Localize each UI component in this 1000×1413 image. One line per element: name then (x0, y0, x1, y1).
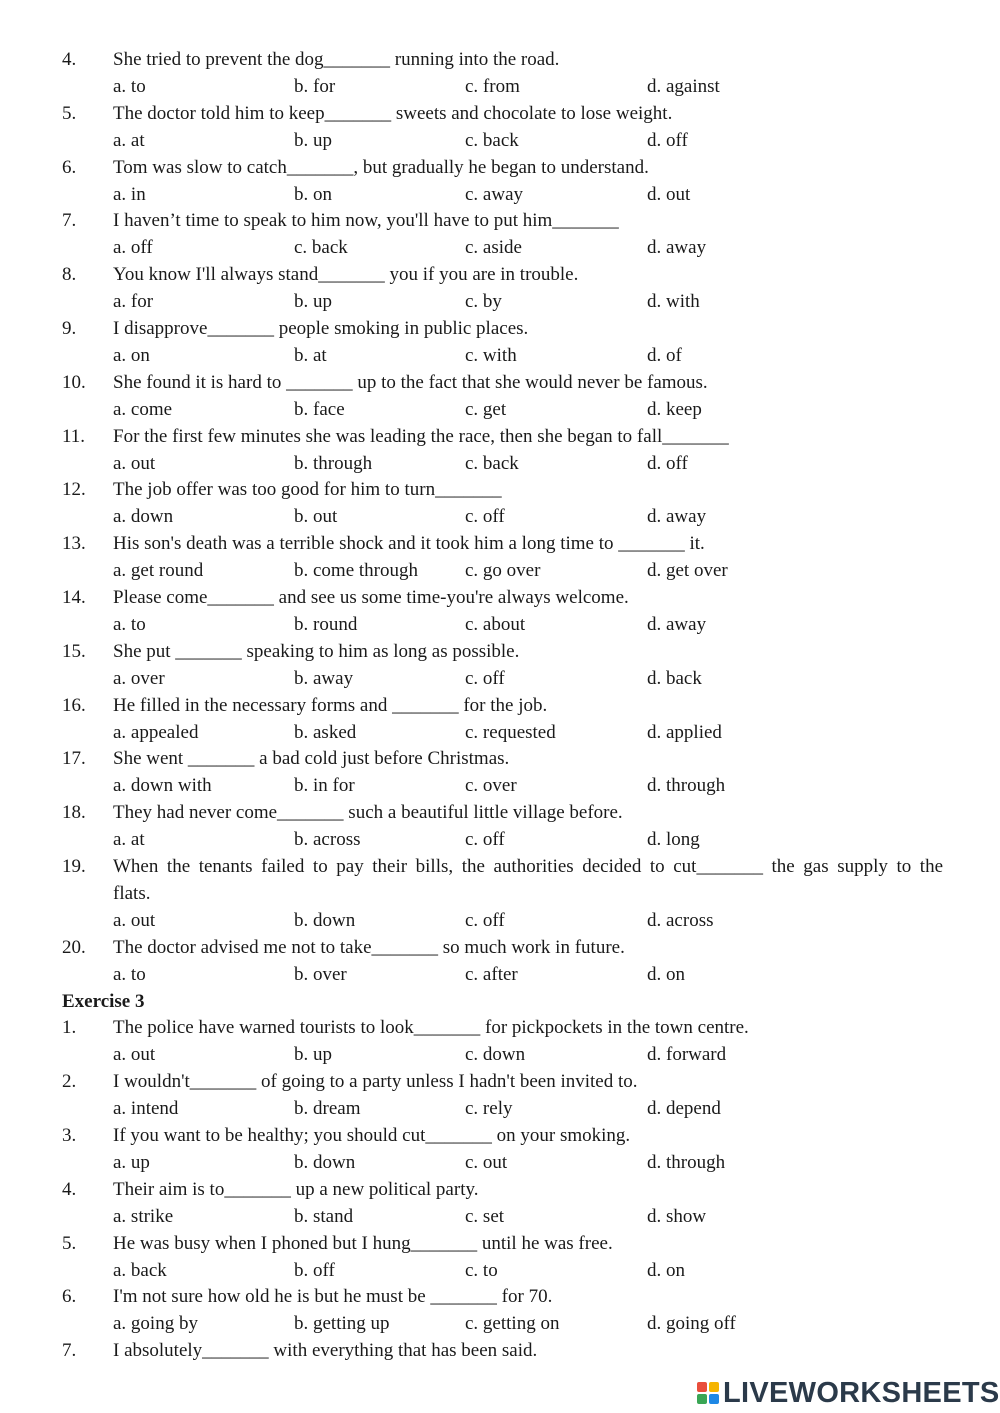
question-row (0, 424, 1000, 450)
question-row (0, 1338, 1000, 1364)
section-heading-row (0, 989, 1000, 1015)
answer-option: d. going off (647, 1313, 736, 1335)
options-row (0, 74, 1000, 100)
answer-option: d. across (647, 909, 714, 931)
answer-option: d. of (647, 344, 682, 366)
answer-option: d. on (647, 963, 685, 985)
answer-option: b. away (294, 667, 354, 689)
options-row (0, 504, 1000, 530)
question-number: 5. (62, 1232, 77, 1254)
answer-option: c. back (465, 452, 519, 474)
options-row (0, 128, 1000, 154)
question-continuation-row (0, 881, 1000, 907)
question-row (0, 1123, 1000, 1149)
answer-option: a. at (113, 829, 145, 851)
options-row (0, 908, 1000, 934)
answer-option: b. face (294, 398, 345, 420)
question-text: Please come_______ and see us some time-you're always welcome. (113, 587, 629, 608)
question-number: 2. (62, 1071, 77, 1093)
question-number: 13. (62, 533, 86, 555)
question-row (0, 585, 1000, 611)
options-row (0, 962, 1000, 988)
options-row (0, 397, 1000, 423)
answer-option: c. back (465, 129, 519, 151)
answer-option: a. over (113, 667, 165, 689)
question-row (0, 531, 1000, 557)
question-text: He filled in the necessary forms and _______ for the job. (113, 694, 548, 716)
question-text: I wouldn't_______ of going to a party unless I hadn't been invited to. (113, 1071, 638, 1093)
answer-option: b. round (294, 613, 358, 635)
options-row (0, 1042, 1000, 1068)
answer-option: c. get (465, 398, 507, 420)
options-row (0, 1204, 1000, 1230)
question-row (0, 477, 1000, 503)
answer-option: c. off (465, 506, 505, 528)
question-text: You know I'll always stand_______ you if you are in trouble. (113, 264, 579, 286)
options-row (0, 289, 1000, 315)
question-number: 6. (62, 156, 77, 178)
answer-option: a. down (113, 506, 174, 528)
answer-option: c. off (465, 667, 505, 689)
question-row (0, 854, 1000, 880)
answer-option: d. show (647, 1205, 707, 1227)
answer-option: d. off (647, 129, 688, 151)
question-row (0, 1069, 1000, 1095)
answer-option: d. away (647, 613, 707, 635)
question-row (0, 935, 1000, 961)
answer-option: a. out (113, 452, 156, 474)
question-text: The doctor advised me not to take_______ so much work in future. (113, 936, 625, 958)
exercise-heading: Exercise 3 (62, 990, 145, 1012)
options-row (0, 451, 1000, 477)
question-number: 14. (62, 587, 86, 608)
answer-option: a. going by (113, 1313, 198, 1335)
answer-option: c. off (465, 909, 505, 931)
options-row (0, 1150, 1000, 1176)
answer-option: b. across (294, 829, 361, 851)
answer-option: b. up (294, 1044, 332, 1066)
question-text: The police have warned tourists to look_______ for pickpockets in the town centre. (113, 1017, 749, 1039)
question-number: 4. (62, 49, 77, 70)
answer-option: a. off (113, 237, 153, 259)
answer-option: b. asked (294, 721, 357, 743)
question-number: 20. (62, 936, 86, 958)
answer-option: a. appealed (113, 721, 199, 743)
question-row (0, 262, 1000, 288)
question-text: I haven’t time to speak to him now, you'll have to put him_______ (113, 210, 619, 232)
answer-option: c. requested (465, 721, 556, 743)
answer-option: a. up (113, 1151, 150, 1173)
options-row (0, 612, 1000, 638)
question-text: When the tenants failed to pay their bills, the authorities decided to cut_______ the gas supply to the (113, 856, 943, 877)
question-text: The doctor told him to keep_______ sweets and chocolate to lose weight. (113, 102, 673, 124)
logo-mark-icon (697, 1382, 719, 1404)
question-text: For the first few minutes she was leading the race, then she began to fall_______ (113, 425, 729, 447)
question-text: I disapprove_______ people smoking in public places. (113, 318, 529, 339)
question-text: They had never come_______ such a beautiful little village before. (113, 802, 623, 824)
question-number: 16. (62, 694, 86, 716)
answer-option: d. against (647, 75, 720, 97)
answer-option: d. with (647, 291, 700, 313)
options-row (0, 773, 1000, 799)
answer-option: a. back (113, 1259, 167, 1281)
question-text: His son's death was a terrible shock and it took him a long time to _______ it. (113, 533, 705, 555)
question-row (0, 746, 1000, 772)
answer-option: c. about (465, 613, 526, 635)
question-row (0, 800, 1000, 826)
answer-option: d. depend (647, 1098, 721, 1120)
question-row (0, 1015, 1000, 1041)
question-number: 18. (62, 802, 86, 824)
question-number: 1. (62, 1017, 77, 1039)
question-number: 7. (62, 1340, 77, 1362)
answer-option: a. intend (113, 1098, 179, 1120)
question-number: 4. (62, 1178, 77, 1200)
answer-option: d. off (647, 452, 688, 474)
question-number: 11. (62, 425, 86, 447)
question-text: The job offer was too good for him to turn_______ (113, 479, 502, 501)
answer-option: a. in (113, 183, 146, 205)
answer-option: a. to (113, 613, 146, 635)
options-row (0, 1311, 1000, 1337)
question-text: He was busy when I phoned but I hung_______ until he was free. (113, 1232, 613, 1254)
answer-option: a. at (113, 129, 145, 151)
question-number: 17. (62, 748, 86, 770)
question-row (0, 47, 1000, 73)
answer-option: b. off (294, 1259, 335, 1281)
question-number: 19. (62, 856, 86, 877)
answer-option: d. away (647, 237, 707, 259)
question-row (0, 639, 1000, 665)
answer-option: b. up (294, 129, 332, 151)
question-row (0, 316, 1000, 342)
answer-option: d. keep (647, 398, 702, 420)
answer-option: c. off (465, 829, 505, 851)
answer-option: b. over (294, 963, 347, 985)
answer-option: b. up (294, 291, 332, 313)
question-text: She tried to prevent the dog_______ running into the road. (113, 49, 560, 70)
answer-option: a. get round (113, 560, 204, 582)
question-text: She went _______ a bad cold just before Christmas. (113, 748, 510, 770)
question-row (0, 370, 1000, 396)
question-text: She found it is hard to _______ up to the fact that she would never be famous. (113, 371, 708, 393)
question-number: 7. (62, 210, 77, 232)
answer-option: a. on (113, 344, 150, 366)
question-text: I'm not sure how old he is but he must be _______ for 70. (113, 1286, 553, 1308)
answer-option: b. stand (294, 1205, 354, 1227)
options-row (0, 182, 1000, 208)
options-row (0, 1096, 1000, 1122)
answer-option: c. set (465, 1205, 505, 1227)
answer-option: b. out (294, 506, 338, 528)
options-row (0, 720, 1000, 746)
answer-option: d. on (647, 1259, 685, 1281)
answer-option: c. by (465, 291, 502, 313)
answer-option: c. aside (465, 237, 522, 259)
question-row (0, 693, 1000, 719)
answer-option: d. through (647, 775, 726, 797)
options-row (0, 827, 1000, 853)
answer-option: b. on (294, 183, 332, 205)
question-number: 15. (62, 640, 86, 662)
answer-option: c. with (465, 344, 517, 366)
answer-option: d. long (647, 829, 700, 851)
question-text: I absolutely_______ with everything that has been said. (113, 1340, 538, 1362)
answer-option: d. out (647, 183, 691, 205)
question-text: She put _______ speaking to him as long as possible. (113, 640, 520, 662)
question-text: Their aim is to_______ up a new political party. (113, 1178, 479, 1200)
answer-option: b. for (294, 75, 336, 97)
answer-option: d. get over (647, 560, 728, 582)
answer-option: c. away (465, 183, 524, 205)
answer-option: a. for (113, 291, 154, 313)
answer-option: c. go over (465, 560, 541, 582)
answer-option: c. back (294, 237, 348, 259)
answer-option: d. through (647, 1151, 726, 1173)
answer-option: b. down (294, 909, 356, 931)
answer-option: b. through (294, 452, 373, 474)
question-row (0, 1284, 1000, 1310)
answer-option: b. dream (294, 1098, 361, 1120)
answer-option: a. to (113, 963, 146, 985)
question-text-continued: flats. (113, 882, 151, 904)
liveworksheets-logo (697, 1377, 1000, 1409)
answer-option: a. to (113, 75, 146, 97)
answer-option: d. away (647, 506, 707, 528)
answer-option: c. rely (465, 1098, 513, 1120)
question-number: 8. (62, 264, 77, 286)
answer-option: a. out (113, 909, 156, 931)
answer-option: c. after (465, 963, 518, 985)
question-row (0, 1231, 1000, 1257)
answer-option: c. from (465, 75, 520, 97)
options-row (0, 558, 1000, 584)
question-number: 3. (62, 1125, 77, 1146)
question-number: 6. (62, 1286, 77, 1308)
answer-option: b. come through (294, 560, 419, 582)
answer-option: c. over (465, 775, 517, 797)
question-number: 10. (62, 371, 86, 393)
answer-option: d. back (647, 667, 702, 689)
answer-option: d. forward (647, 1044, 727, 1066)
logo-text: LIVEWORKSHEETS (723, 1376, 1000, 1409)
question-row (0, 101, 1000, 127)
answer-option: a. come (113, 398, 173, 420)
question-row (0, 208, 1000, 234)
options-row (0, 343, 1000, 369)
options-row (0, 666, 1000, 692)
options-row (0, 235, 1000, 261)
answer-option: b. in for (294, 775, 355, 797)
answer-option: b. getting up (294, 1313, 390, 1335)
question-text: Tom was slow to catch_______, but gradually he began to understand. (113, 156, 649, 178)
question-number: 5. (62, 102, 77, 124)
answer-option: c. getting on (465, 1313, 560, 1335)
answer-option: c. out (465, 1151, 508, 1173)
answer-option: b. down (294, 1151, 356, 1173)
answer-option: a. out (113, 1044, 156, 1066)
question-number: 9. (62, 318, 77, 339)
answer-option: a. strike (113, 1205, 174, 1227)
answer-option: a. down with (113, 775, 212, 797)
question-number: 12. (62, 479, 86, 501)
question-text: If you want to be healthy; you should cut_______ on your smoking. (113, 1125, 631, 1146)
answer-option: c. down (465, 1044, 526, 1066)
question-row (0, 155, 1000, 181)
answer-option: c. to (465, 1259, 498, 1281)
answer-option: d. applied (647, 721, 722, 743)
options-row (0, 1258, 1000, 1284)
answer-option: b. at (294, 344, 327, 366)
question-row (0, 1177, 1000, 1203)
